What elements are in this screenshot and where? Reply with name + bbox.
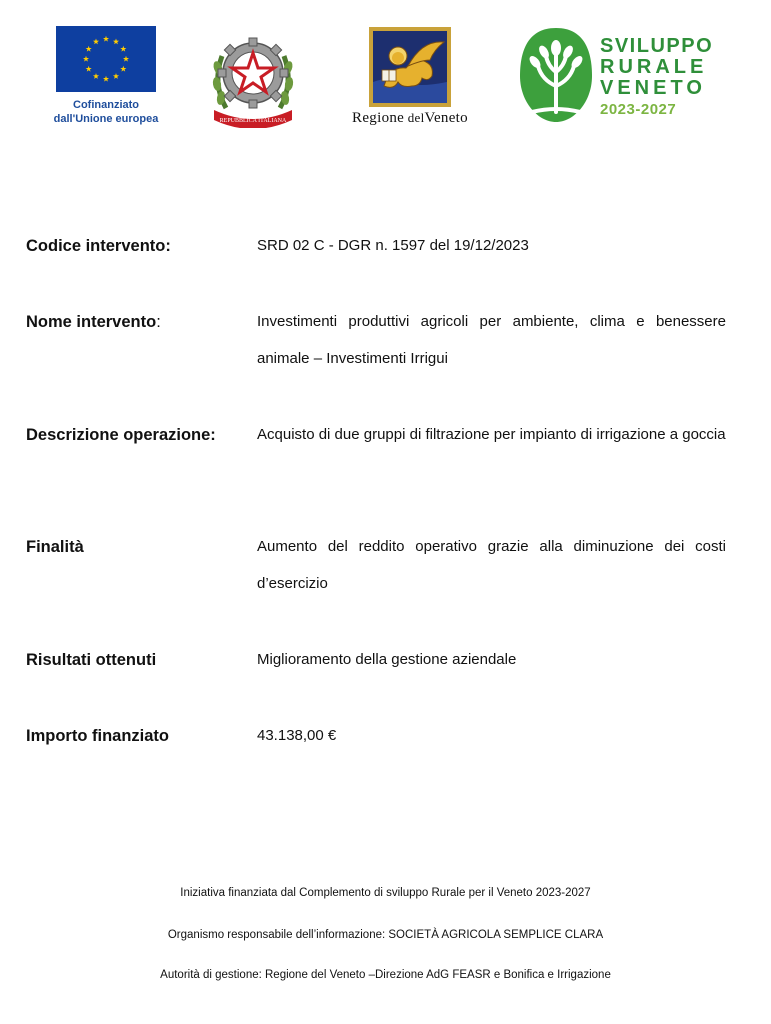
row-label-colon: : (156, 313, 161, 331)
eu-flag-icon (56, 26, 156, 92)
sr-line3: VENETO (600, 77, 706, 99)
row-value: Miglioramento della gestione aziendale (257, 651, 517, 668)
footer-line-2: Organismo responsabile dell’informazione: SOCIETÀ AGRICOLA SEMPLICE CLARA (167, 929, 604, 941)
row-value: SRD 02 C - DGR n. 1597 del 19/12/2023 (257, 237, 529, 254)
eu-caption-line1: Cofinanziato (73, 99, 139, 111)
logo-header (0, 0, 771, 140)
row-label-text: Nome intervento (26, 313, 157, 331)
eu-caption-line2: dall'Unione europea (53, 113, 159, 125)
row-value: 43.138,00 € (257, 727, 337, 744)
italy-emblem-icon (208, 28, 298, 128)
veneto-caption (340, 110, 480, 127)
row-label: Finalità (26, 538, 84, 556)
eu-logo (50, 26, 162, 126)
veneto-word-veneto: Veneto (424, 110, 468, 126)
sviluppo-rurale-wordmark (600, 36, 713, 120)
row-label: Codice intervento: (26, 237, 171, 255)
footer-line-1: Iniziativa finanziata dal Complemento di sviluppo Rurale per il Veneto 2023-2027 (180, 887, 591, 899)
repubblica-italiana-emblem (208, 28, 298, 128)
row-label: Importo finanziato (26, 727, 169, 745)
veneto-word-regione: Regione (352, 110, 405, 126)
tree-icon (518, 26, 594, 124)
sviluppo-rurale-logo (518, 26, 718, 126)
row-value: Acquisto di due gruppi di filtrazione per impianto di irrigazione a goccia (257, 426, 726, 443)
italy-ribbon-text: REPUBBLICA ITALIANA (219, 118, 287, 124)
footer-line-3: Autorità di gestione: Regione del Veneto –Direzione AdG FEASR e Bonifica e Irrigazione (160, 969, 611, 981)
row-value: Investimenti produttivi agricoli per ambiente, clima e benessere animale – Investimenti Irrigui (257, 313, 726, 367)
row-label: Risultati ottenuti (26, 651, 157, 669)
sr-line2: RURALE (600, 56, 708, 78)
regione-veneto-logo (340, 26, 480, 127)
sr-years: 2023-2027 (600, 101, 677, 118)
sr-line1: SVILUPPO (600, 35, 714, 57)
row-label: Descrizione operazione: (26, 426, 216, 444)
eu-caption (50, 98, 162, 126)
lion-of-st-mark-icon (368, 26, 452, 108)
veneto-word-del: del (407, 110, 425, 125)
row-value: Aumento del reddito operativo grazie alla diminuzione dei costi d’esercizio (257, 538, 726, 592)
row-label (26, 312, 161, 332)
